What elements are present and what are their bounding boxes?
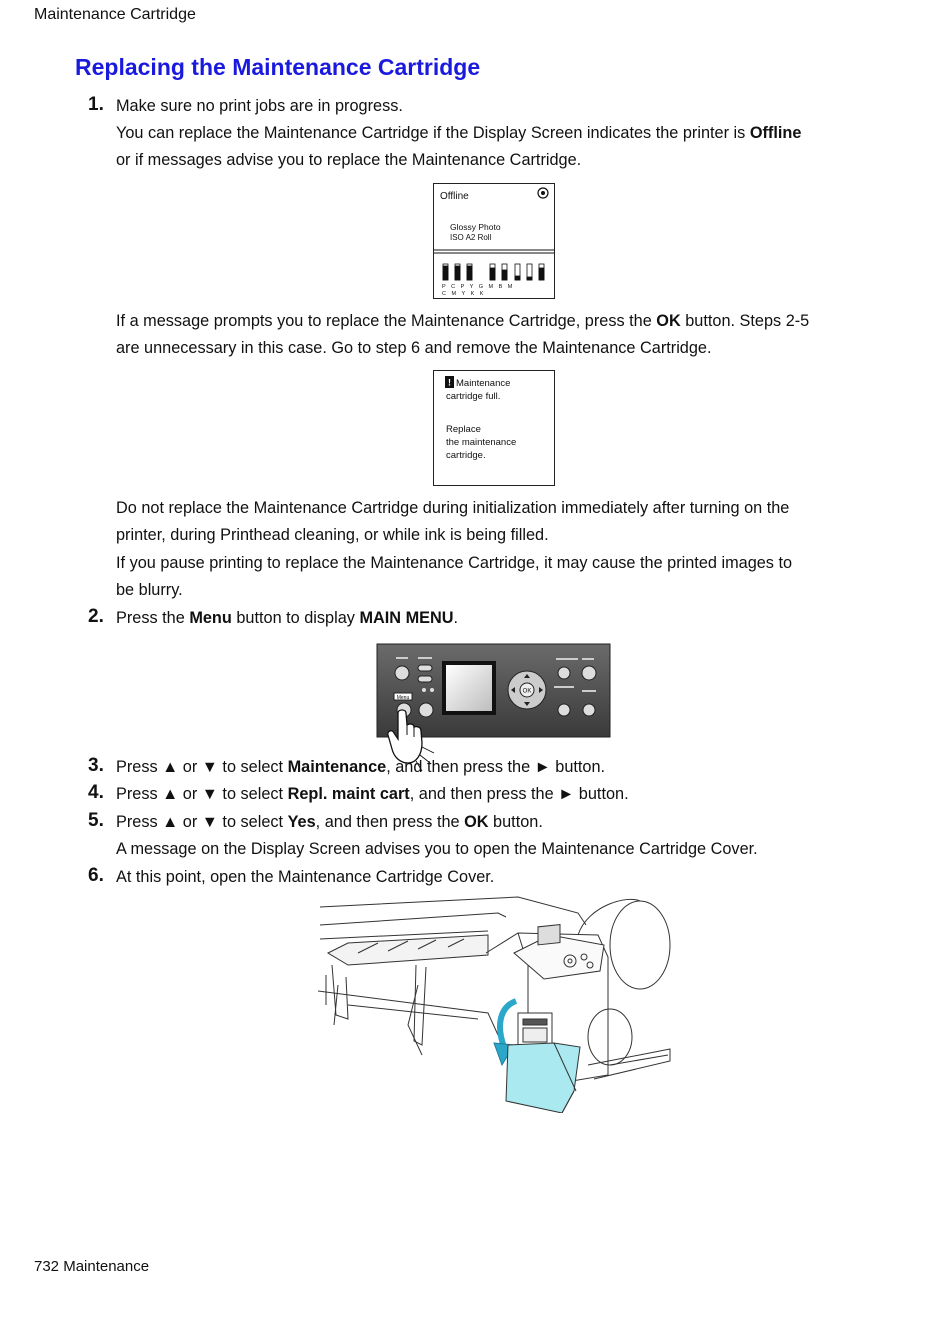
message-text: the maintenance — [446, 437, 517, 448]
svg-text:OK: OK — [522, 688, 532, 695]
note-text: printer, during Printhead cleaning, or while ink is being filled. — [116, 526, 549, 544]
step-number: 6. — [88, 865, 104, 886]
note-text: If you pause printing to replace the Maintenance Cartridge, it may cause the printed images to — [116, 554, 793, 572]
menu-label: Menu — [396, 695, 410, 701]
display-screen-cartridge-full — [433, 370, 555, 486]
step-number: 2. — [88, 606, 104, 627]
media-text: Glossy Photo — [450, 222, 501, 232]
stop-button — [395, 666, 409, 680]
step-text: Press ▲ or ▼ to select Repl. maint cart, and then press the ► button. — [116, 785, 629, 803]
note-text: be blurry. — [116, 581, 183, 599]
step-number: 1. — [88, 94, 104, 115]
step-text: or if messages advise you to replace the Maintenance Cartridge. — [116, 151, 582, 169]
step-text: At this point, open the Maintenance Cartridge Cover. — [116, 868, 495, 886]
svg-text:!: ! — [448, 377, 451, 388]
message-text: cartridge. — [446, 450, 486, 461]
ink-labels: P C P Y G M B M — [442, 284, 515, 290]
printer-illustration — [318, 895, 674, 1113]
note-text: Do not replace the Maintenance Cartridge during initialization immediately after turning on the — [116, 499, 790, 517]
ink-labels: C M Y K K — [442, 291, 486, 297]
status-text: Offline — [440, 191, 469, 202]
step-number: 5. — [88, 810, 104, 831]
page-footer: 732 Maintenance — [34, 1258, 150, 1275]
step-text: Press ▲ or ▼ to select Yes, and then press the OK button. — [116, 813, 543, 831]
media-text: ISO A2 Roll — [450, 233, 492, 242]
step-text: Press the Menu button to display MAIN MENU. — [116, 609, 459, 627]
step-text: Make sure no print jobs are in progress. — [116, 97, 403, 115]
note-text: If a message prompts you to replace the Maintenance Cartridge, press the OK button. Steps 2-5 — [116, 312, 810, 330]
running-header: Maintenance Cartridge — [34, 6, 196, 23]
ink-level-bars — [443, 264, 544, 280]
back-button — [419, 703, 433, 717]
step-text: Press ▲ or ▼ to select Maintenance, and then press the ► button. — [116, 758, 606, 776]
message-text: Maintenance — [456, 378, 511, 389]
power-button — [582, 666, 596, 680]
page-title: Replacing the Maintenance Cartridge — [75, 54, 481, 80]
step-number: 4. — [88, 782, 104, 803]
step-number: 3. — [88, 755, 104, 776]
step-text: You can replace the Maintenance Cartridge if the Display Screen indicates the printer is Offline — [116, 124, 802, 142]
note-text: are unnecessary in this case. Go to step 6 and remove the Maintenance Cartridge. — [116, 339, 712, 357]
maintenance-cartridge-cover — [506, 1043, 580, 1113]
message-text: cartridge full. — [446, 391, 501, 402]
message-text: Replace — [446, 424, 481, 435]
control-panel-illustration — [376, 643, 612, 775]
display-screen-offline — [433, 183, 555, 299]
step-text: A message on the Display Screen advises you to open the Maintenance Cartridge Cover. — [116, 840, 758, 858]
